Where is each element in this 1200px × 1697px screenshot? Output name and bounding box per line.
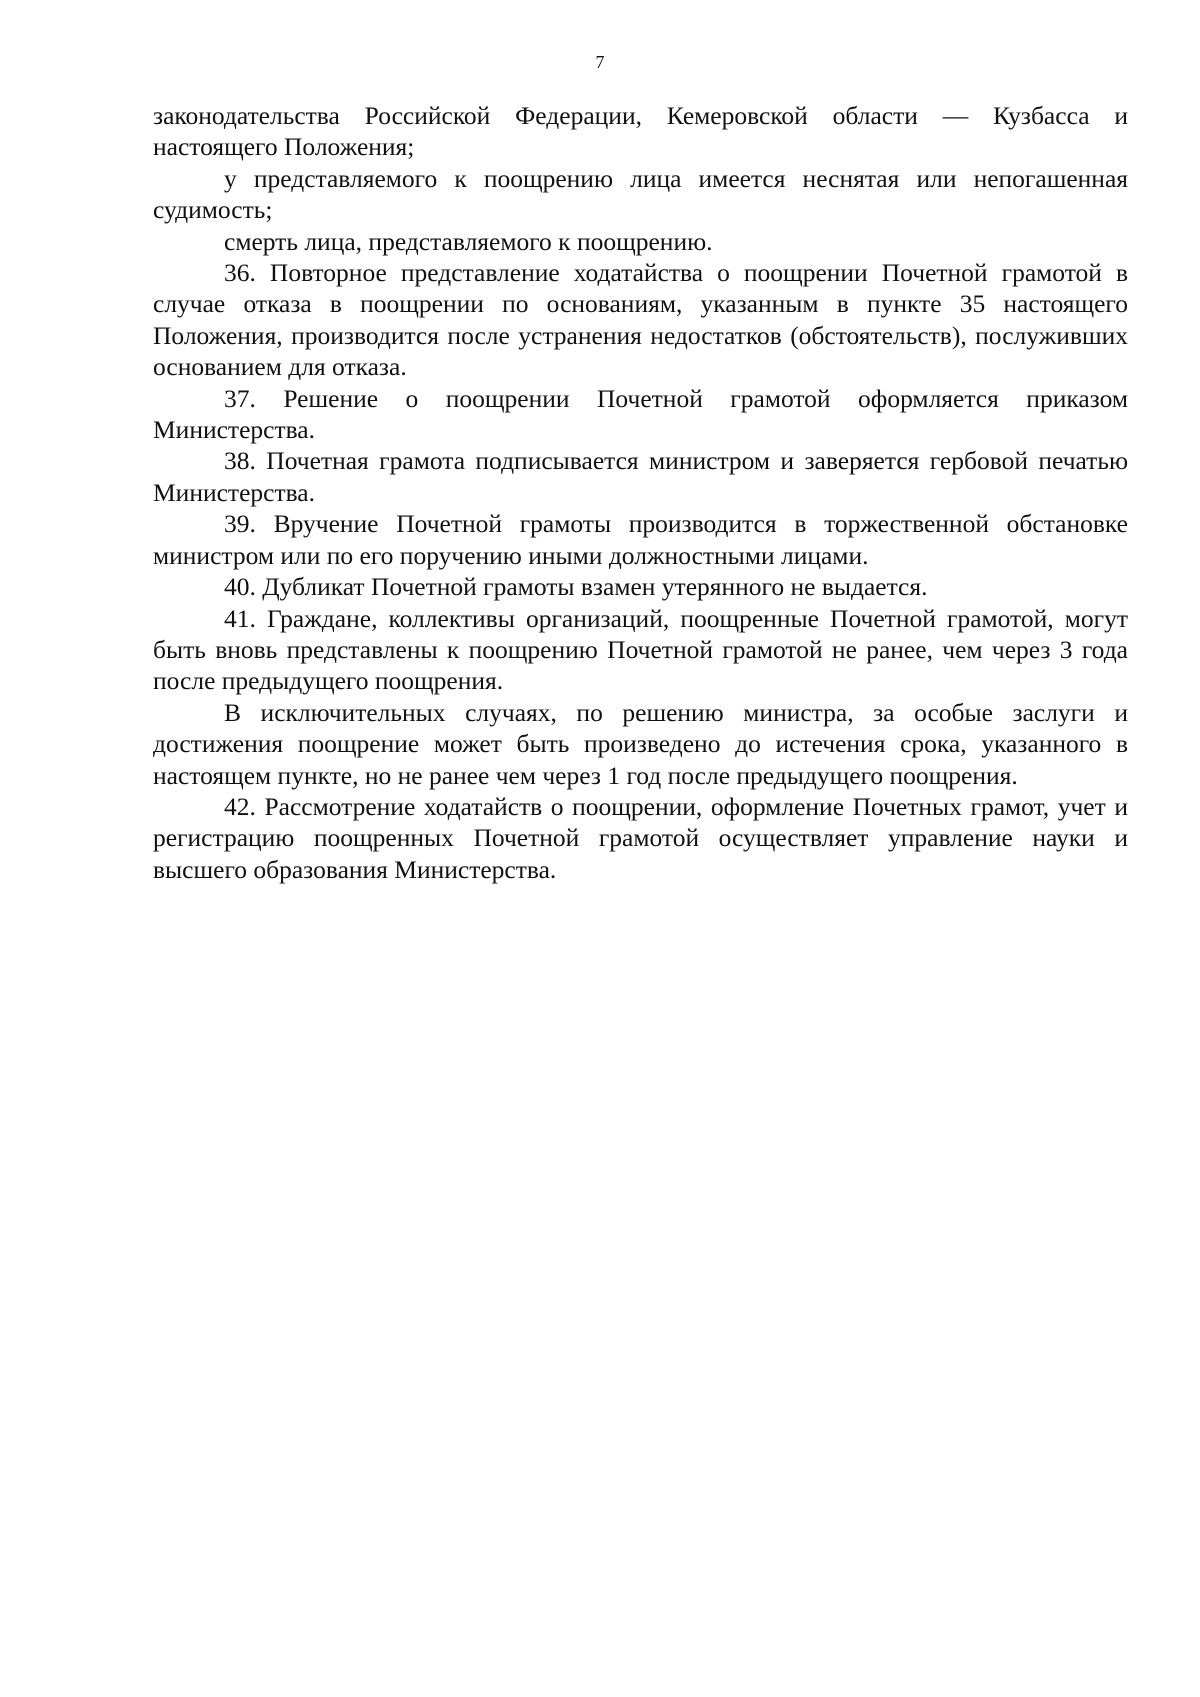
paragraph-41: 41. Граждане, коллективы организаций, поощренные Почетной грамотой, могут быть вновь представлены к поощрению Почетной грамотой не ранее, чем через 3 года после предыдущего поощрения. [153, 603, 1128, 696]
page-number: 7 [595, 52, 605, 72]
paragraph-death: смерть лица, представляемого к поощрению. [224, 226, 713, 256]
paragraph-39: 39. Вручение Почетной грамоты производится в торжественной обстановке министром или по его поручению иными должностными лицами. [153, 509, 1128, 570]
paragraph-41-exception: В исключительных случаях, по решению министра, за особые заслуги и достижения поощрение может быть произведено до истечения срока, указанного в настоящем пункте, но не ранее чем через 1 год после предыдущего поощрения. [153, 697, 1128, 790]
paragraph-criminal-record: у представляемого к поощрению лица имеется неснятая или непогашенная судимость; [153, 163, 1128, 225]
paragraph-42: 42. Рассмотрение ходатайств о поощрении, оформление Почетных грамот, учет и регистрацию поощренных Почетной грамотой осуществляет управление науки и высшего образования Министерства. [153, 791, 1128, 884]
paragraph-38: 38. Почетная грамота подписывается министром и заверяется гербовой печатью Министерства. [153, 446, 1128, 507]
document-body [153, 100, 1128, 885]
paragraph-37: 37. Решение о поощрении Почетной грамотой оформляется приказом Министерства. [153, 383, 1128, 445]
paragraph-36: 36. Повторное представление ходатайства о поощрении Почетной грамотой в случае отказа в поощрении по основаниям, указанным в пункте 35 настоящего Положения, производится после устранения недостатков (обстоятельств), послуживших основанием для отказа. [153, 258, 1128, 382]
paragraph-continuation: законодательства Российской Федерации, Кемеровской области — Кузбасса и настоящего Положения; [153, 101, 1128, 162]
paragraph-40: 40. Дубликат Почетной грамоты взамен утерянного не выдается. [224, 572, 928, 602]
